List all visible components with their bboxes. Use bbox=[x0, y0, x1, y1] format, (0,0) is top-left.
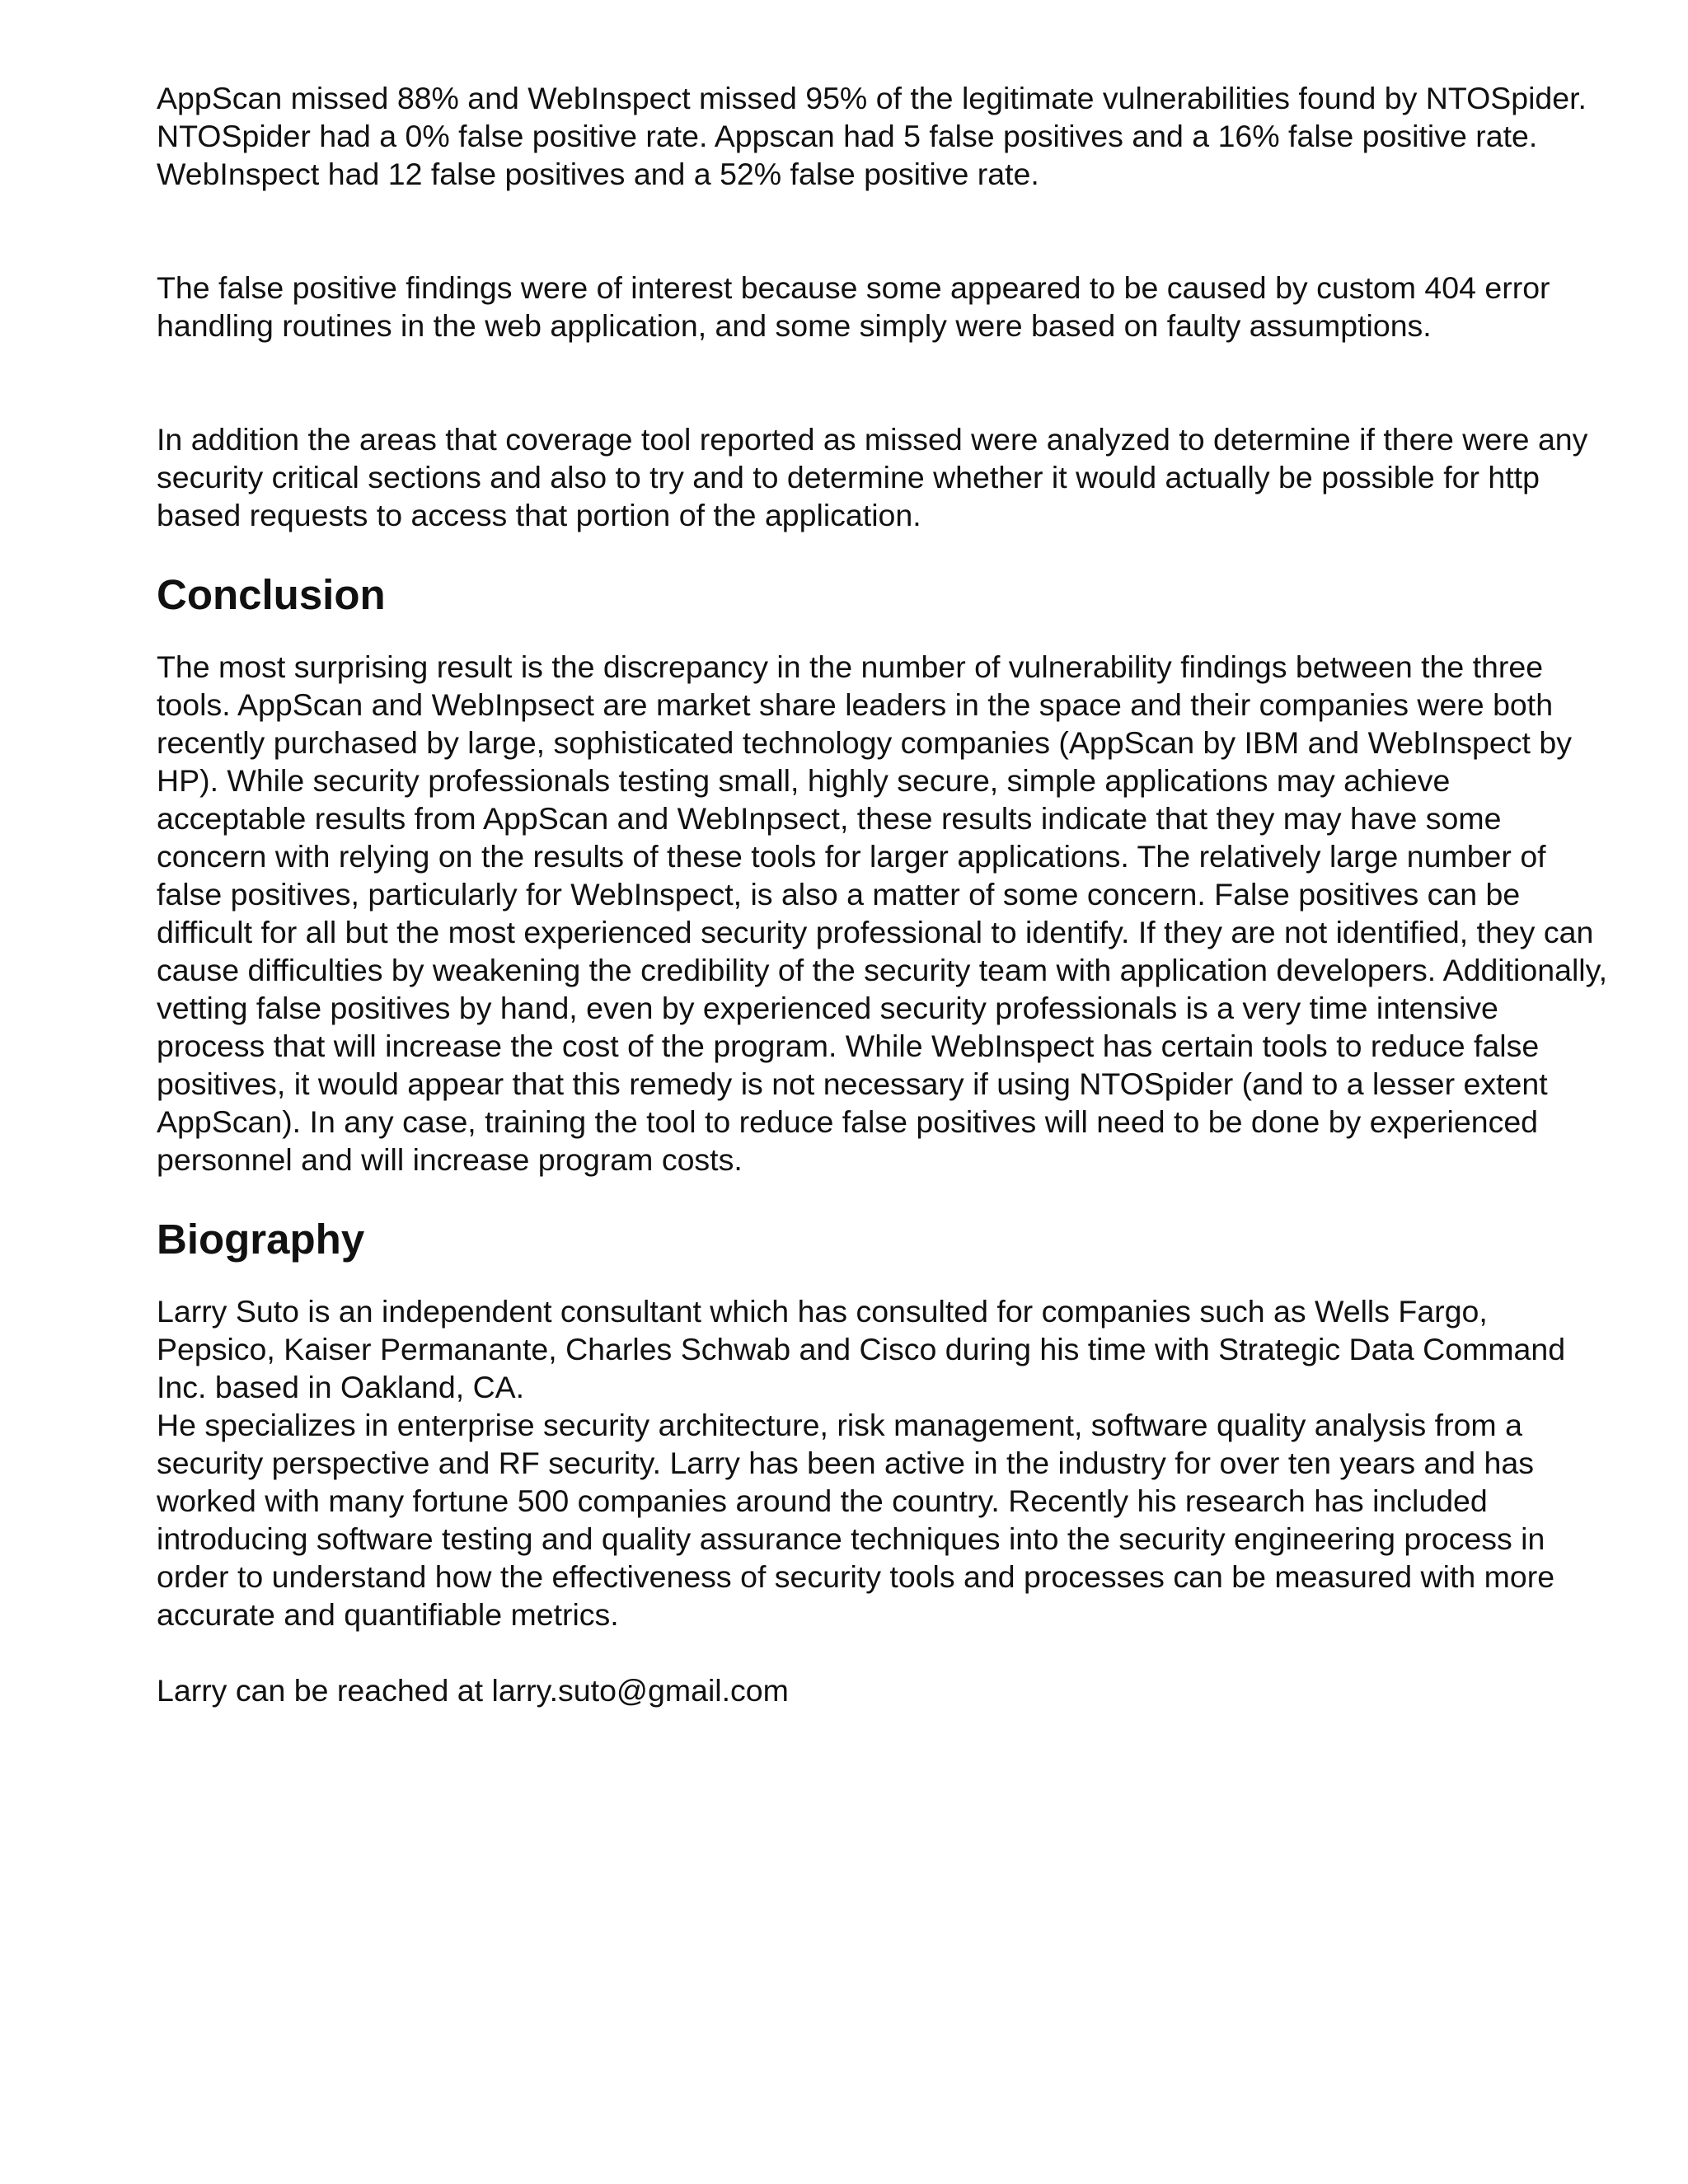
coverage-paragraph: In addition the areas that coverage tool reported as missed were analyzed to determine if there were any security critical sections and also to try and to determine whether it would actually be possible for http based requests to access that portion of the application. bbox=[157, 422, 1588, 532]
biography-paragraph-1: Larry Suto is an independent consultant which has consulted for companies such as Wells Fargo, Pepsico, Kaiser Permanante, Charles Schwab and Cisco during his time with Strategic Data Command Inc. based in Oakland, CA. bbox=[157, 1294, 1566, 1404]
biography-heading: Biography bbox=[157, 1216, 365, 1263]
intro-paragraph: AppScan missed 88% and WebInspect missed 95% of the legitimate vulnerabilities found by NTOSpider. NTOSpider had a 0% false positive rate. Appscan had 5 false positives and a 16% false positive rate. WebInspect had 12 false positives and a 52% false positive rate. bbox=[157, 81, 1587, 191]
biography-paragraph-2: He specializes in enterprise security architecture, risk management, software quality analysis from a security perspective and RF security. Larry has been active in the industry for over ten years and has worked with many fortune 500 companies around the country. Recently his research has included introducing software testing and quality assurance techniques into the security engineering process in order to understand how the effectiveness of security tools and processes can be measured with more accurate and quantifiable metrics. bbox=[157, 1408, 1555, 1632]
conclusion-heading: Conclusion bbox=[157, 571, 386, 618]
false-positive-paragraph: The false positive findings were of interest because some appeared to be caused by custom 404 error handling routines in the web application, and some simply were based on faulty assumptions. bbox=[157, 270, 1550, 343]
document-body bbox=[157, 79, 1607, 1709]
contact-paragraph: Larry can be reached at larry.suto@gmail.com bbox=[157, 1673, 789, 1708]
conclusion-paragraph: The most surprising result is the discrepancy in the number of vulnerability findings between the three tools. AppScan and WebInpsect are market share leaders in the space and their companies were both recently purchased by large, sophisticated technology companies (AppScan by IBM and WebInspect by HP). While security professionals testing small, highly secure, simple applications may achieve acceptable results from AppScan and WebInpsect, these results indicate that they may have some concern with relying on the results of these tools for larger applications. The relatively large number of false positives, particularly for WebInspect, is also a matter of some concern. False positives can be difficult for all but the most experienced security professional to identify. If they are not identified, they can cause difficulties by weakening the credibility of the security team with application developers. Additionally, vetting false positives by hand, even by experienced security professionals is a very time intensive process that will increase the cost of the program. While WebInspect has certain tools to reduce false positives, it would appear that this remedy is not necessary if using NTOSpider (and to a lesser extent AppScan). In any case, training the tool to reduce false positives will need to be done by experienced personnel and will increase program costs. bbox=[157, 649, 1607, 1177]
